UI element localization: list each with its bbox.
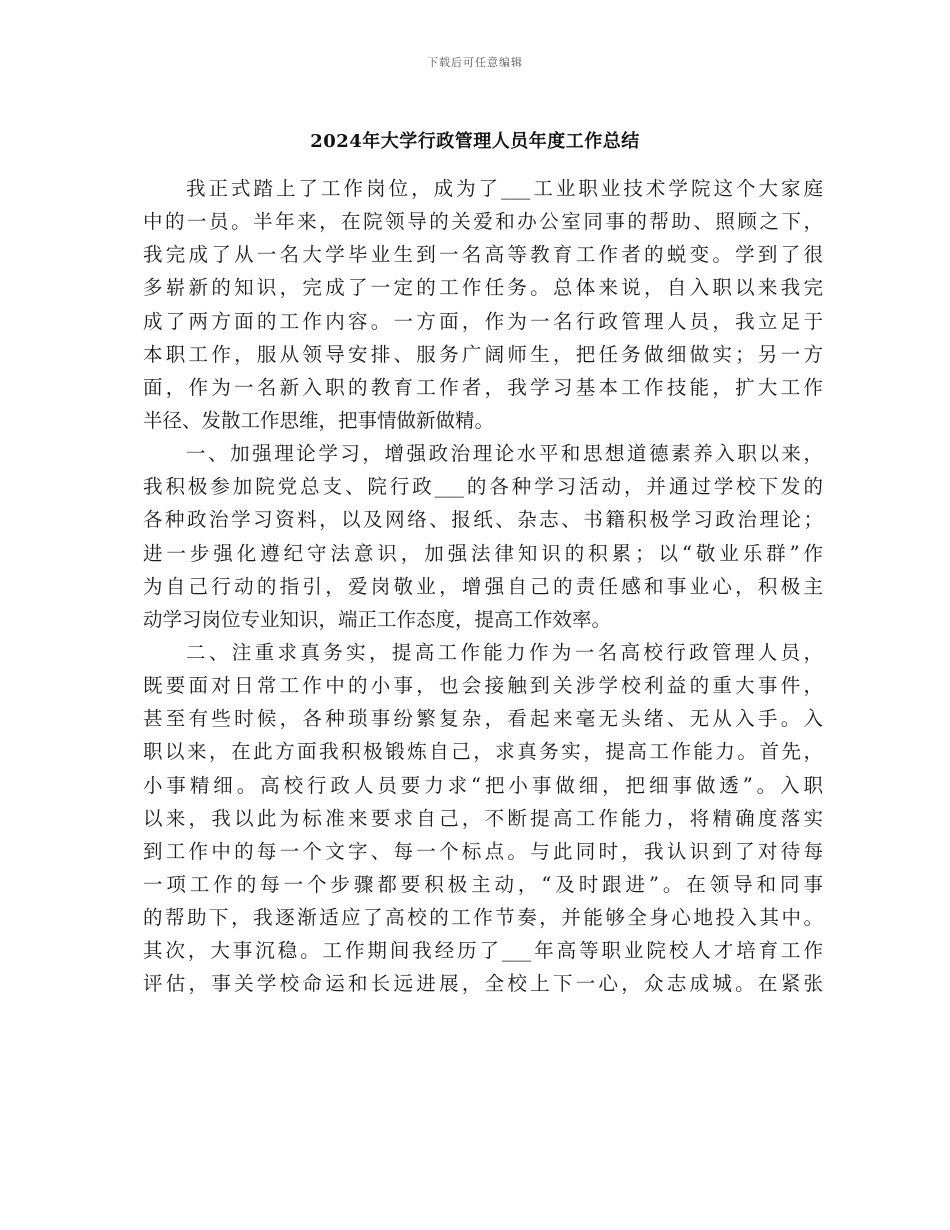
paragraph-2-line-1: 一、加强理论学习，增强政治理论水平和思想道德素养入职以来，	[186, 442, 823, 466]
paragraph-1-line-5: 成了两方面的工作内容。一方面，作为一名行政管理人员，我立足于	[143, 309, 823, 333]
paragraph-3-line-1: 二、注重求真务实，提高工作能力作为一名高校行政管理人员，	[186, 640, 823, 664]
paragraph-3-line-2: 既要面对日常工作中的小事，也会接触到关涉学校利益的重大事件，	[143, 674, 823, 698]
document-body	[143, 172, 823, 1001]
paragraph-2-line-5: 为自己行动的指引，爱岗敬业，增强自己的责任感和事业心，积极主	[143, 574, 823, 598]
paragraph-2-line-4: 进一步强化遵纪守法意识，加强法律知识的积累；以“敬业乐群”作	[143, 541, 823, 565]
paragraph-3-line-3: 甚至有些时候，各种琐事纷繁复杂，看起来毫无头绪、无从入手。入	[143, 707, 823, 731]
paragraph-1-line-2: 中的一员。半年来，在院领导的关爱和办公室同事的帮助、照顾之下，	[143, 210, 823, 234]
page-header-note: 下载后可任意编辑	[427, 56, 523, 69]
paragraph-1-line-1: 我正式踏上了工作岗位，成为了___工业职业技术学院这个大家庭	[186, 177, 823, 200]
paragraph-3-line-10: 其次，大事沉稳。工作期间我经历了___年高等职业院校人才培育工作	[143, 939, 823, 963]
paragraph-3-line-4: 职以来，在此方面我积极锻炼自己，求真务实，提高工作能力。首先，	[143, 740, 823, 764]
paragraph-3-line-9: 的帮助下，我逐渐适应了高校的工作节奏，并能够全身心地投入其中。	[143, 906, 823, 930]
document-title: 2024年大学行政管理人员年度工作总结	[310, 131, 640, 152]
paragraph-2-line-3: 各种政治学习资料，以及网络、报纸、杂志、书籍积极学习政治理论；	[143, 508, 823, 532]
paragraph-1-line-8: 半径、发散工作思维，把事情做新做精。	[143, 408, 495, 432]
paragraph-2-line-6: 动学习岗位专业知识，端正工作态度，提高工作效率。	[143, 607, 612, 631]
paragraph-1-line-6: 本职工作，服从领导安排、服务广阔师生，把任务做细做实；另一方	[143, 342, 823, 366]
paragraph-1-line-4: 多崭新的知识，完成了一定的工作任务。总体来说，自入职以来我完	[143, 276, 823, 300]
paragraph-2-line-2: 我积极参加院党总支、院行政___的各种学习活动，并通过学校下发的	[143, 475, 823, 499]
paragraph-3-line-6: 以来，我以此为标准来要求自己，不断提高工作能力，将精确度落实	[143, 806, 823, 830]
paragraph-1-line-7: 面，作为一名新入职的教育工作者，我学习基本工作技能，扩大工作	[143, 375, 823, 399]
paragraph-3-line-5: 小事精细。高校行政人员要力求“把小事做细，把细事做透”。入职	[143, 773, 823, 797]
paragraph-3-line-8: 一项工作的每一个步骤都要积极主动，“及时跟进”。在领导和同事	[143, 872, 823, 896]
paragraph-1-line-3: 我完成了从一名大学毕业生到一名高等教育工作者的蜕变。学到了很	[143, 243, 823, 267]
paragraph-3-line-11: 评估，事关学校命运和长远进展，全校上下一心，众志成城。在紧张	[143, 972, 823, 996]
paragraph-3-line-7: 到工作中的每一个文字、每一个标点。与此同时，我认识到了对待每	[143, 839, 823, 863]
